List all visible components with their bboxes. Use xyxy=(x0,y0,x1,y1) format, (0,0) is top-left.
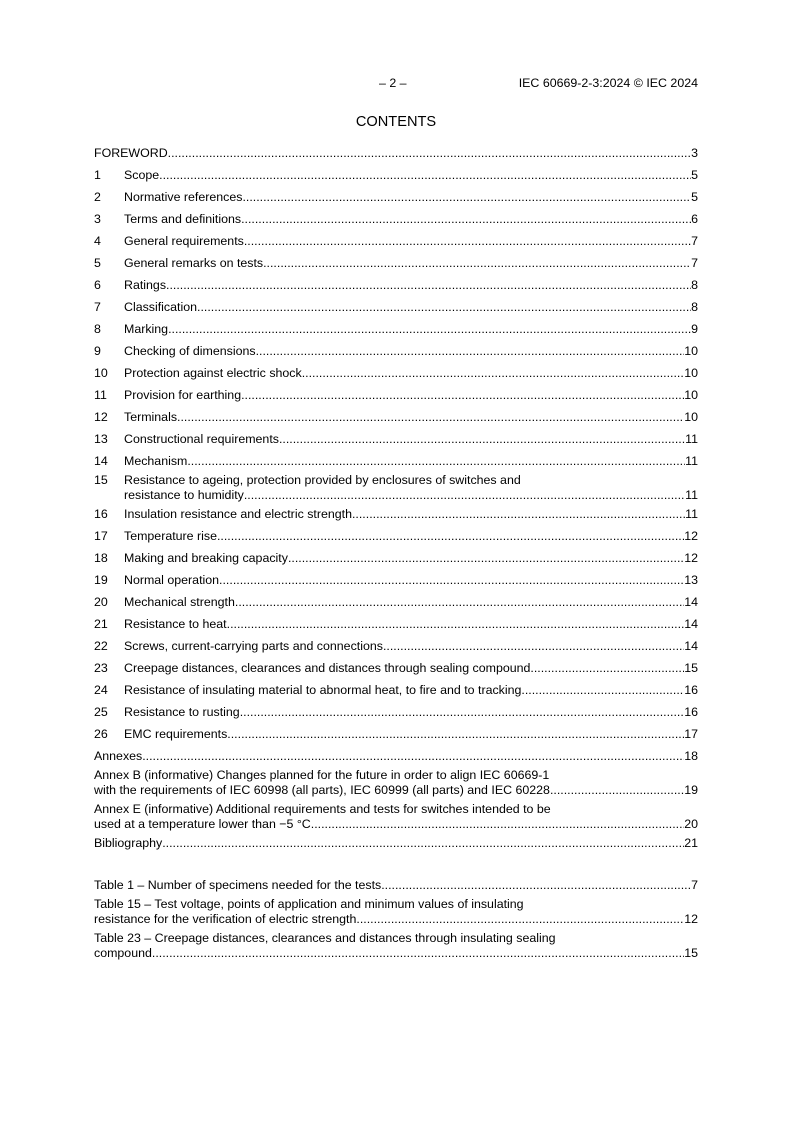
toc-entry-number: 25 xyxy=(94,705,108,719)
dot-leader xyxy=(356,912,684,927)
toc-entry[interactable] xyxy=(94,432,698,447)
toc-entry-number: 8 xyxy=(94,322,101,336)
toc-entry-line xyxy=(94,212,698,227)
toc-entry-title: FOREWORD xyxy=(94,146,168,160)
toc-entry-number: 26 xyxy=(94,727,108,741)
toc-entry-number: 14 xyxy=(94,454,108,468)
dot-leader xyxy=(162,836,684,851)
dot-leader xyxy=(381,878,691,893)
toc-entry[interactable] xyxy=(94,300,698,315)
toc-entry-line xyxy=(94,802,698,817)
dot-leader xyxy=(530,661,684,676)
toc-entry-line xyxy=(94,931,698,946)
toc-entry-page: 20 xyxy=(684,817,698,831)
toc-entry-title: Terms and definitions xyxy=(124,212,242,226)
toc-entry-line xyxy=(94,146,698,161)
toc-entry-page: 11 xyxy=(685,432,698,446)
toc-entry-title: Constructional requirements xyxy=(124,432,279,446)
toc-entry[interactable] xyxy=(94,802,698,832)
dot-leader xyxy=(152,946,684,961)
toc-entry[interactable] xyxy=(94,366,698,381)
toc-entry-number: 15 xyxy=(94,473,108,487)
toc-entry[interactable] xyxy=(94,529,698,544)
toc-entry-title: General requirements xyxy=(124,234,244,248)
toc-entry-title: Checking of dimensions xyxy=(124,344,256,358)
toc-entry-title: Insulation resistance and electric strength xyxy=(124,507,352,521)
toc-entry-page: 11 xyxy=(685,454,698,468)
toc-entry-title: Making and breaking capacity xyxy=(124,551,288,565)
toc-entry[interactable] xyxy=(94,410,698,425)
toc-entry-title: Screws, current-carrying parts and connections xyxy=(124,639,383,653)
page-number: – 2 – xyxy=(379,76,407,90)
toc-entry-title: Scope xyxy=(124,168,160,182)
dot-leader xyxy=(142,749,684,764)
toc-entry-title: Terminals xyxy=(124,410,178,424)
toc-entry-title: Temperature rise xyxy=(124,529,217,543)
toc-entry-line xyxy=(94,473,698,488)
toc-entry[interactable] xyxy=(94,507,698,522)
toc-entry[interactable] xyxy=(94,573,698,588)
toc-entry-title: compound xyxy=(94,946,152,960)
toc-entry-page: 16 xyxy=(684,705,698,719)
toc-entry-page: 3 xyxy=(691,146,698,160)
dot-leader xyxy=(279,432,685,447)
toc-entry[interactable] xyxy=(94,617,698,632)
toc-entry[interactable] xyxy=(94,705,698,720)
toc-entry-line xyxy=(94,705,698,720)
dot-leader xyxy=(227,727,684,742)
toc-entry-number: 12 xyxy=(94,410,108,424)
dot-leader xyxy=(217,529,684,544)
toc-entry-line xyxy=(94,322,698,337)
toc-entry-title: Resistance to rusting xyxy=(124,705,240,719)
toc-entry-line xyxy=(94,234,698,249)
toc-entry[interactable] xyxy=(94,212,698,227)
dot-leader xyxy=(352,507,685,522)
toc-entry[interactable] xyxy=(94,878,698,893)
toc-entry-number: 24 xyxy=(94,683,108,697)
dot-leader xyxy=(187,454,685,469)
toc-entry-page: 13 xyxy=(684,573,698,587)
toc-entry-number: 11 xyxy=(94,388,107,402)
toc-entry[interactable] xyxy=(94,727,698,742)
toc-entry[interactable] xyxy=(94,454,698,469)
toc-entry-title: EMC requirements xyxy=(124,727,228,741)
dot-leader xyxy=(219,573,684,588)
dot-leader xyxy=(241,212,691,227)
toc-entry-line xyxy=(94,573,698,588)
document-reference: IEC 60669-2-3:2024 © IEC 2024 xyxy=(518,76,698,90)
toc-entry[interactable] xyxy=(94,836,698,851)
toc-entry-page: 12 xyxy=(684,551,698,565)
toc-entry-page: 11 xyxy=(685,507,698,521)
table-of-contents xyxy=(94,146,698,961)
toc-entry-line xyxy=(94,366,698,381)
toc-entry-page: 7 xyxy=(691,878,698,892)
toc-entry-title: Ratings xyxy=(124,278,167,292)
toc-entry[interactable] xyxy=(94,931,698,961)
toc-entry-number: 7 xyxy=(94,300,101,314)
toc-entry-page: 11 xyxy=(685,488,698,502)
toc-entry-page: 7 xyxy=(691,256,698,270)
toc-entry-line xyxy=(94,168,698,183)
toc-entry[interactable] xyxy=(94,168,698,183)
dot-leader xyxy=(521,683,684,698)
toc-entry-line xyxy=(94,551,698,566)
toc-entry-line xyxy=(94,388,698,403)
toc-entry-line xyxy=(94,946,698,961)
toc-entry[interactable] xyxy=(94,639,698,654)
dot-leader xyxy=(288,551,684,566)
toc-entry[interactable] xyxy=(94,278,698,293)
toc-entry-page: 10 xyxy=(684,388,698,402)
toc-entry-number: 13 xyxy=(94,432,108,446)
toc-entry[interactable] xyxy=(94,388,698,403)
toc-entry-line xyxy=(94,507,698,522)
toc-entry-title: Annex B (informative) Changes planned for the future in order to align IEC 60669-1 xyxy=(94,768,550,782)
toc-entry-line xyxy=(94,410,698,425)
toc-entry-title: with the requirements of IEC 60998 (all parts), IEC 60999 (all parts) and IEC 60228 xyxy=(94,783,550,797)
dot-leader xyxy=(311,817,684,832)
toc-entry-title: Mechanical strength xyxy=(124,595,235,609)
toc-entry-line xyxy=(94,897,698,912)
toc-entry-page: 21 xyxy=(684,836,698,850)
dot-leader xyxy=(256,344,685,359)
toc-entry[interactable] xyxy=(94,683,698,698)
toc-entry-number: 22 xyxy=(94,639,108,653)
toc-entry[interactable] xyxy=(94,146,698,161)
toc-entry[interactable] xyxy=(94,256,698,271)
dot-leader xyxy=(168,146,691,161)
dot-leader xyxy=(244,488,685,503)
toc-entry-title: Table 23 – Creepage distances, clearances and distances through insulating sealing xyxy=(94,931,556,945)
toc-entry-page: 8 xyxy=(691,300,698,314)
toc-entry-title: Table 15 – Test voltage, points of application and minimum values of insulating xyxy=(94,897,524,911)
toc-entry[interactable] xyxy=(94,749,698,764)
dot-leader xyxy=(168,322,691,337)
dot-leader xyxy=(177,410,684,425)
toc-entry-title: Mechanism xyxy=(124,454,188,468)
dot-leader xyxy=(166,278,691,293)
toc-entry-title: resistance for the verification of electric strength xyxy=(94,912,357,926)
toc-entry-line xyxy=(94,432,698,447)
toc-entry[interactable] xyxy=(94,344,698,359)
toc-entry[interactable] xyxy=(94,661,698,676)
toc-entry-line xyxy=(94,878,698,893)
toc-entry-line xyxy=(94,529,698,544)
toc-entry[interactable] xyxy=(94,897,698,927)
toc-entry-page: 5 xyxy=(691,168,698,182)
toc-entry[interactable] xyxy=(94,190,698,205)
toc-entry[interactable] xyxy=(94,234,698,249)
toc-entry-line xyxy=(94,344,698,359)
toc-entry-number: 3 xyxy=(94,212,101,226)
toc-entry-page: 6 xyxy=(691,212,698,226)
dot-leader xyxy=(227,617,685,632)
toc-entry-line xyxy=(94,488,698,503)
toc-entry-number: 23 xyxy=(94,661,108,675)
toc-entry-title: Bibliography xyxy=(94,836,163,850)
toc-entry-title: Normative references xyxy=(124,190,243,204)
toc-entry-title: Protection against electric shock xyxy=(124,366,302,380)
toc-entry-page: 15 xyxy=(684,661,698,675)
toc-entry[interactable] xyxy=(94,473,698,503)
toc-entry-line xyxy=(94,661,698,676)
dot-leader xyxy=(383,639,684,654)
toc-entry-page: 19 xyxy=(684,783,698,797)
toc-entry-number: 17 xyxy=(94,529,108,543)
toc-entry-page: 8 xyxy=(691,278,698,292)
toc-entry-page: 18 xyxy=(684,749,698,763)
toc-entry-page: 10 xyxy=(684,410,698,424)
toc-entry-page: 16 xyxy=(684,683,698,697)
toc-entry-line xyxy=(94,683,698,698)
toc-entry-number: 10 xyxy=(94,366,108,380)
toc-entry-page: 14 xyxy=(684,639,698,653)
toc-entry-page: 10 xyxy=(684,366,698,380)
toc-entry-line xyxy=(94,278,698,293)
toc-entry-number: 18 xyxy=(94,551,108,565)
toc-entry-title: resistance to humidity xyxy=(124,488,244,502)
toc-entry-title: Normal operation xyxy=(124,573,220,587)
toc-entry-page: 15 xyxy=(684,946,698,960)
toc-entry-line xyxy=(94,617,698,632)
toc-entry-title: Table 1 – Number of specimens needed for the tests xyxy=(94,878,382,892)
toc-entry-line xyxy=(94,190,698,205)
dot-leader xyxy=(242,190,691,205)
toc-entry-line xyxy=(94,749,698,764)
toc-entry-page: 5 xyxy=(691,190,698,204)
toc-entry-number: 20 xyxy=(94,595,108,609)
toc-entry-title: Resistance of insulating material to abnormal heat, to fire and to tracking xyxy=(124,683,522,697)
toc-entry-line xyxy=(94,300,698,315)
toc-entry-number: 21 xyxy=(94,617,108,631)
dot-leader xyxy=(263,256,691,271)
dot-leader xyxy=(302,366,685,381)
toc-entry-page: 14 xyxy=(684,617,698,631)
toc-entry-page: 9 xyxy=(691,322,698,336)
toc-entry-page: 17 xyxy=(684,727,698,741)
toc-entry-line xyxy=(94,817,698,832)
toc-entry-line xyxy=(94,836,698,851)
toc-entry-line xyxy=(94,912,698,927)
toc-entry[interactable] xyxy=(94,595,698,610)
toc-entry-page: 12 xyxy=(684,912,698,926)
toc-entry-number: 1 xyxy=(94,168,101,182)
page-header xyxy=(94,76,698,92)
toc-entry-line xyxy=(94,256,698,271)
toc-entry-number: 2 xyxy=(94,190,101,204)
toc-entry-line xyxy=(94,727,698,742)
toc-entry-line xyxy=(94,595,698,610)
toc-entry-title: Provision for earthing xyxy=(124,388,242,402)
contents-title: CONTENTS xyxy=(355,114,437,130)
toc-entry-page: 14 xyxy=(684,595,698,609)
dot-leader xyxy=(244,234,691,249)
toc-entry-line xyxy=(94,639,698,654)
toc-entry-title: used at a temperature lower than −5 °C xyxy=(94,817,311,831)
toc-entry-page: 12 xyxy=(684,529,698,543)
toc-entry-line xyxy=(94,783,698,798)
toc-entry-title: Marking xyxy=(124,322,169,336)
dot-leader xyxy=(235,595,684,610)
toc-entry-title: Resistance to heat xyxy=(124,617,227,631)
toc-entry-number: 4 xyxy=(94,234,101,248)
toc-entry-line xyxy=(94,454,698,469)
toc-entry-title: Annexes xyxy=(94,749,143,763)
toc-entry-number: 19 xyxy=(94,573,108,587)
toc-entry-title: Resistance to ageing, protection provided by enclosures of switches and xyxy=(124,473,521,487)
toc-entry-page: 7 xyxy=(691,234,698,248)
toc-entry-number: 9 xyxy=(94,344,101,358)
dot-leader xyxy=(241,388,684,403)
dot-leader xyxy=(197,300,691,315)
dot-leader xyxy=(550,783,684,798)
toc-entry[interactable] xyxy=(94,551,698,566)
toc-entry-line xyxy=(94,768,698,783)
toc-entry-title: General remarks on tests xyxy=(124,256,264,270)
toc-entry-title: Creepage distances, clearances and distances through sealing compound xyxy=(124,661,531,675)
toc-entry-page: 10 xyxy=(684,344,698,358)
toc-entry-title: Annex E (informative) Additional requirements and tests for switches intended to be xyxy=(94,802,551,816)
dot-leader xyxy=(240,705,685,720)
toc-entry-number: 6 xyxy=(94,278,101,292)
toc-entry[interactable] xyxy=(94,322,698,337)
toc-entry-number: 5 xyxy=(94,256,101,270)
dot-leader xyxy=(159,168,691,183)
toc-entry[interactable] xyxy=(94,768,698,798)
toc-entry-number: 16 xyxy=(94,507,108,521)
toc-entry-title: Classification xyxy=(124,300,197,314)
